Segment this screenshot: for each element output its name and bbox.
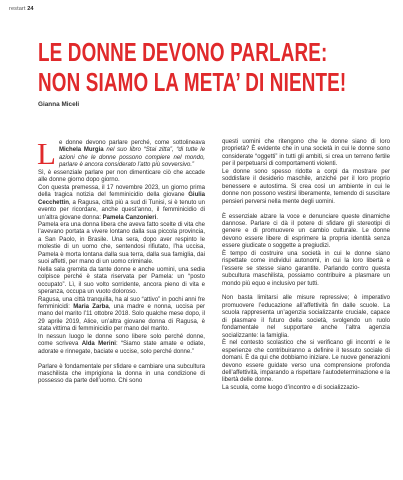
right-paragraph-7: La scuola, come luogo d’incontro e di socializzazio- [222,384,360,391]
name-alda-merini: Alda Merini [81,341,116,348]
paragraph-6 [38,297,205,334]
name-giulia-cecchettin: Giulia Cecchettin [38,192,205,206]
article-author: Gianna Miceli [38,101,80,108]
paragraph-3 [38,185,205,222]
intro-quote: nel suo libro “Stai zitta”, “di tutte le azioni che le donne possono compiere nel mondo, parlare è ancora considerato l’atto più sovversivo.” [58,147,205,169]
name-michela-murgia: Michela Murgia [58,147,104,154]
p3-text-c: . [156,214,159,221]
right-paragraph-2: Le donne sono spesso ridotte a corpi da mostrare per soddisfare il desiderio maschile, anziché per il loro proprio benessere e autostima. Si crea così un ambiente in cui le donne non possono vestirsi liberamente, temendo di suscitare pensieri perversi nella mente degli uomini. [222,168,390,205]
paragraph-5: Nella sala gremita da tante donne e anche uomini, una sedia colpisce perché è stata riservata per Pamela: un “posto occupato”. Lì, il suo volto sorridente, ancora pieno di vita e speranza, occupa un vuoto doloroso. [38,266,205,296]
folio-section: restart [9,6,26,12]
paragraph-2: Sì, è essenziale parlare per non dimenticare ciò che accade alle donne giorno dopo giorno. [38,169,205,184]
paragraph-intro [37,136,205,171]
paragraph-8: Parlare è fondamentale per sfidare e cambiare una subcultura maschilista che imprigiona la donna in una condizione di possesso da parte dell’uomo. Chi sono [38,363,205,385]
folio-page-number: 24 [27,6,34,12]
drop-cap: L [37,136,56,171]
article-title [38,38,347,98]
name-pamela-canzonieri: Pamela Canzonieri [102,214,157,221]
p3-text-b: , a Ragusa, città più a sud di Tunisi, si è tenuto un evento per ricordare, anche quest’anno, il femminicidio di un’altra giovane donna: [38,199,205,221]
name-maria-zarba: Maria Zarba [73,303,109,310]
paragraph-4: Pamela era una donna libera che aveva fatto scelte di vita che l’avevano portata a vivere lontano dalla sua piccola provincia, a San Paolo, in Brasile. Una sera, dopo aver respinto le molestie di un uomo che, sentendosi rifiutato, l’ha uccisa, Pamela è morta lontana dalla sua terra, dalla sua famiglia, dai suoi affetti, per mano di un uomo criminale. [38,221,205,266]
article-column-left [37,136,206,386]
p7-text-a: In nessun luogo le donne sono libere solo perché donne, come scriveva [38,333,205,348]
article-column-right [222,139,390,392]
intro-text-a: e donne devono parlare perché, come sottolineava [58,140,205,146]
article-title-line-1: LE DONNE DEVONO PARLARE: [38,39,328,67]
article-title-line-2: NON SIAMO LA META’ DI NIENTE! [38,69,347,97]
p3-text-a: Con questa premessa, il 17 novembre 2023, un giorno prima della tragica notizia del femminicidio della giovane [38,184,205,199]
p7-text-b: : “Siamo state amate e odiate, adorate e rinnegate, baciate e uccise, solo perché donne.” [38,341,206,355]
right-paragraph-4: È tempo di costruire una società in cui le donne siano rispettate come individui autonomi, in cui la loro libertà e l’essere se stesse siano garantite. Parlando contro questa subcultura maschilista, possiamo contribuire a plasmare un mondo più equo e inclusivo per tutti. [222,250,390,287]
right-paragraph-6: È nel contesto scolastico che si verificano gli incontri e le esperienze che contribuiranno a definire il tessuto sociale di domani. È da qui che dobbiamo iniziare. Le nuove generazioni devono essere guidate verso una comprensione profonda dell’affettività, imparando a rispettare l’autodeterminazione e la libertà delle donne. [222,340,390,384]
paragraph-7 [38,334,205,356]
p6-text-a: Ragusa, una città tranquilla, ha al suo “attivo” in pochi anni fre femminicidi: [38,296,205,310]
page-folio [9,6,34,12]
right-paragraph-5: Non basta limitarsi alle misure repressive; è imperativo promuovere l’educazione all’affettività fin dalle scuole. La scuola rappresenta un’agenzia socializzante cruciale, capace di plasmare il futuro della società, svolgendo un ruolo fondamentale nel supportare anche l’altra agenzia socializzante: la famiglia. [222,295,390,339]
p6-text-b: , una madre e nonna, uccisa per mano del marito l’11 ottobre 2018. Solo qualche mese dopo, il 29 aprile 2019, Alice, un’altra giovane donna di Ragusa, è stata vittima di femminicidio per mano del marito. [38,303,205,333]
right-paragraph-3: È essenziale alzare la voce e denunciare queste dinamiche dannose. Parlare ci dà il potere di sfidare gli stereotipi di genere e di promuovere un cambio culturale. Le donne devono essere libere di esprimere la propria identità senza essere giudicate o soggette a pregiudizi. [222,213,390,250]
right-paragraph-1: questi uomini che ritengono che le donne siano di loro proprietà? È evidente che in una società in cui le donne sono considerate “oggetti” in tutti gli ambiti, si crea un terreno fertile per il perpetuarsi di comportamenti violenti. [222,139,390,168]
